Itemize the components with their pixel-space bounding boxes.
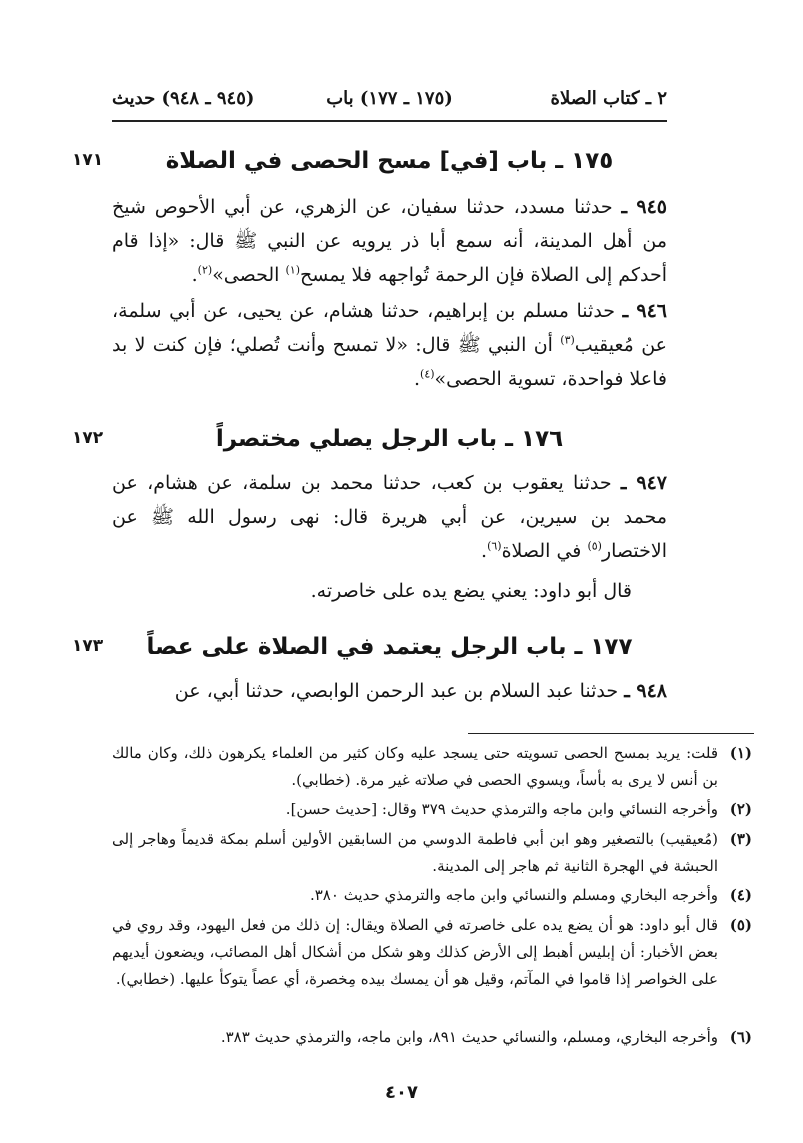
hadith-text: الحصى» [212, 264, 286, 286]
footnote-number: (٣) [729, 830, 752, 848]
footnote-text: وأخرجه النسائي وابن ماجه والترمذي حديث ٣٧٩ وقال: [حديث حسن]. [285, 800, 718, 818]
hadith-number: ٩٤٥ ـ [621, 196, 667, 218]
running-header [112, 86, 667, 122]
header-rule [112, 120, 667, 122]
hadith-text: . [191, 264, 198, 286]
hadith-947 [112, 466, 667, 568]
footnote-text: وأخرجه البخاري ومسلم والنسائي وابن ماجه والترمذي حديث ٣٨٠. [309, 886, 718, 904]
margin-number-173: ١٧٣ [72, 636, 104, 656]
footnote-number: (٦) [729, 1028, 752, 1046]
footnote-separator [468, 733, 754, 734]
footnote-6 [112, 1024, 752, 1051]
hadith-945 [112, 190, 667, 292]
footnote-text: قلت: يريد بمسح الحصى تسويته حتى يسجد عليه وكان كثير من العلماء يكرهون ذلك، وكان مالك بن أنس لا يرى به بأساً، ويسوي الحصى في صلاته غير مرة. (خطابي). [112, 744, 718, 789]
chapter-title-175: ١٧٥ ـ باب [في] مسح الحصى في الصلاة [165, 148, 614, 174]
footnote-ref-4[interactable]: (٤) [420, 367, 435, 381]
footnote-3 [112, 826, 752, 880]
chapter-title-176: ١٧٦ ـ باب الرجل يصلي مختصراً [215, 426, 564, 452]
hadith-text: أن النبي ﷺ قال: «لا تمسح وأنت تُصلي؛ فإن كنت لا بد فاعلا فواحدة، تسوية الحصى» [112, 334, 667, 390]
footnote-text: وأخرجه البخاري، ومسلم، والنسائي حديث ٨٩١، وابن ماجه، والترمذي حديث ٣٨٣. [220, 1028, 718, 1046]
hadith-946 [112, 294, 667, 396]
hadith-text: حدثنا مسلم بن إبراهيم، حدثنا هشام، عن يحيى، عن أبي سلمة، عن مُعيقيب [112, 300, 667, 356]
hadith-text: حدثنا مسدد، حدثنا سفيان، عن الزهري، عن أبي الأحوص شيخ من أهل المدينة، أنه سمع أبا ذر يرويه عن النبي ﷺ قال: «إذا قام أحدكم إلى الصلاة فإن الرحمة تُواجهه فلا يمسح [112, 196, 667, 286]
footnote-number: (٤) [729, 886, 752, 904]
hadith-text: في الصلاة [501, 540, 588, 562]
footnote-number: (٥) [729, 916, 752, 934]
footnote-number: (١) [729, 744, 752, 762]
footnote-text: (مُعيقيب) بالتصغير وهو ابن أبي فاطمة الدوسي من السابقين الأولين أسلم بمكة قديماً وهاجر إلى الحبشة في الهجرة الثانية ثم هاجر إلى المدينة. [112, 830, 718, 875]
hadith-number: ٩٤٧ ـ [620, 472, 667, 494]
footnote-text: قال أبو داود: هو أن يضع يده على خاصرته في الصلاة ويقال: إن ذلك من فعل اليهود، وقد روي في بعض الأخبار: أن إبليس أهبط إلى الأرض كذلك وهو شكل من أشكال أهل المصائب، ويضعون أيديهم على الخواصر إذا قاموا في المآتم، وقيل هو أن يمسك بيده مِخصرة، أي عصاً يتوكأ عليها. (خطابي). [112, 916, 718, 988]
footnote-ref-5[interactable]: (٥) [587, 539, 602, 553]
footnote-2 [112, 796, 752, 823]
hadith-number: ٩٤٨ ـ [624, 680, 667, 702]
hadith-number: ٩٤٦ ـ [622, 300, 667, 322]
abu-dawud-note: قال أبو داود: يعني يضع يده على خاصرته. [310, 580, 632, 602]
hadith-text: . [413, 368, 421, 390]
footnote-1 [112, 740, 752, 794]
footnote-5 [112, 912, 752, 993]
header-hadith-range: (٩٤٥ ـ ٩٤٨) حديث [112, 88, 255, 109]
chapter-title-177: ١٧٧ ـ باب الرجل يعتمد في الصلاة على عصاً [146, 634, 633, 660]
hadith-text: حدثنا عبد السلام بن عبد الرحمن الوابصي، حدثنا أبي، عن [174, 680, 619, 702]
hadith-text: . [481, 540, 488, 562]
hadith-948 [112, 674, 667, 708]
footnote-ref-2[interactable]: (٢) [197, 263, 213, 277]
margin-number-172: ١٧٢ [72, 428, 104, 448]
header-chapter-range: (١٧٥ ـ ١٧٧) باب [326, 88, 453, 109]
footnote-ref-6[interactable]: (٦) [487, 539, 502, 553]
footnote-4 [112, 882, 752, 909]
margin-number-171: ١٧١ [72, 150, 104, 170]
footnote-ref-1[interactable]: (١) [285, 263, 301, 277]
page-number: ٤٠٧ [385, 1082, 418, 1103]
header-book-title: ٢ ـ كتاب الصلاة [550, 88, 667, 109]
hadith-text: حدثنا يعقوب بن كعب، حدثنا محمد بن سلمة، عن هشام، عن محمد بن سيرين، عن أبي هريرة قال: نهى رسول الله ﷺ عن الاختصار [112, 472, 667, 562]
footnote-ref-3[interactable]: (٣) [560, 333, 575, 347]
footnote-number: (٢) [729, 800, 752, 818]
